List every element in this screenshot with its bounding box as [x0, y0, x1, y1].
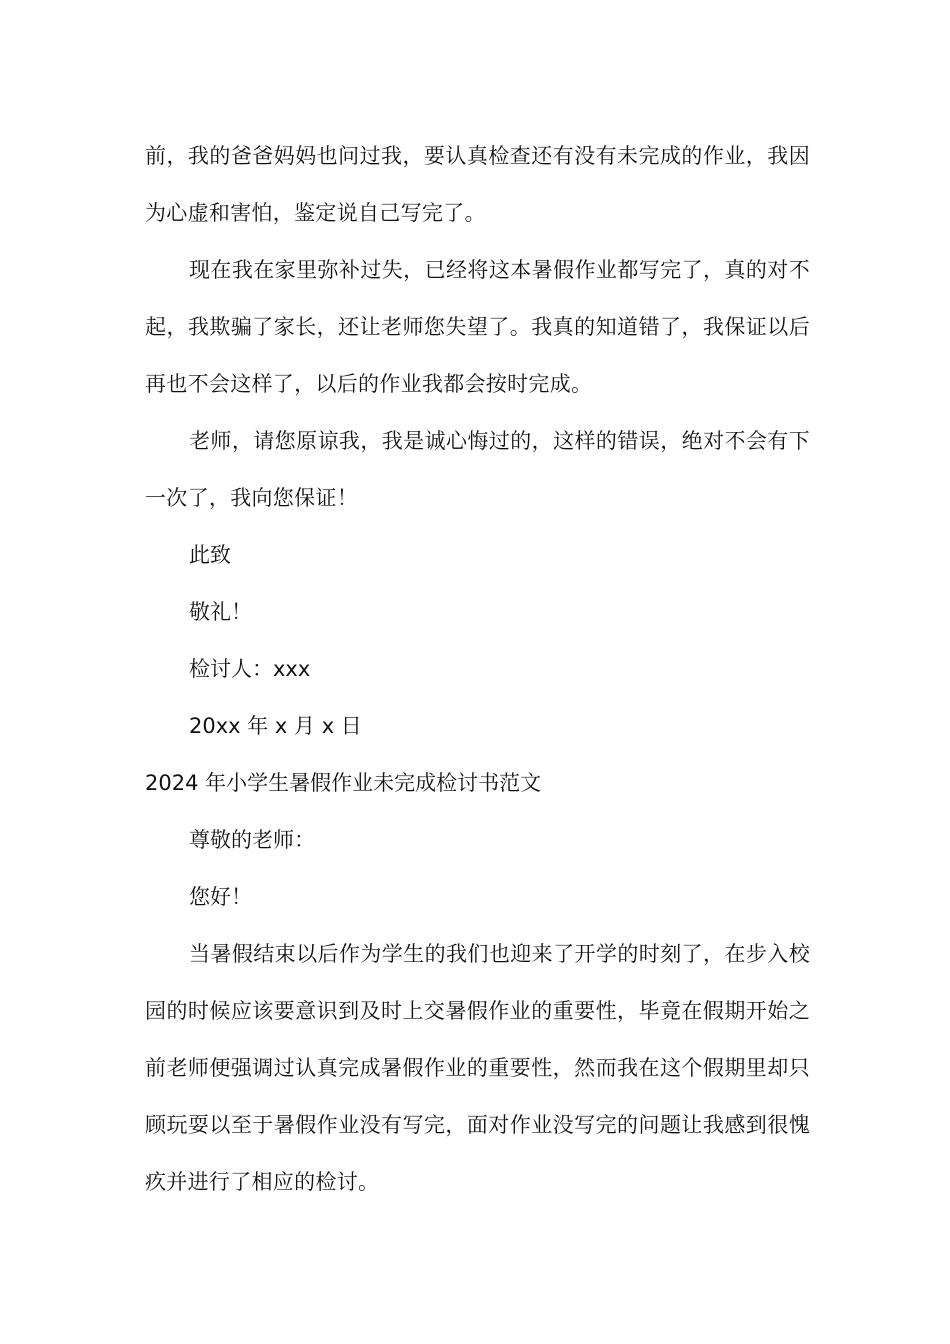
greeting-line: 尊敬的老师： [189, 828, 315, 852]
section-title: 2024 年小学生暑假作业未完成检讨书范文 [145, 771, 542, 795]
paragraph-3: 老师，请您原谅我，我是诚心悔过的，这样的错误，绝对不会有下一次了，我向您保证！ [145, 429, 810, 510]
signature-line: 检讨人：xxx [189, 657, 311, 681]
date-line: 20xx 年 x 月 x 日 [189, 714, 362, 738]
hello-line: 您好！ [189, 885, 252, 909]
paragraph-body: 当暑假结束以后作为学生的我们也迎来了开学的时刻了，在步入校园的时候应该要意识到及时上交暑假作业的重要性，毕竟在假期开始之前老师便强调过认真完成暑假作业的重要性，然而我在这个假期里却只顾玩耍以至于暑假作业没有写完，面对作业没写完的问题让我感到很愧疚并进行了相应的检讨。 [145, 942, 810, 1194]
closing-respect: 敬礼！ [189, 600, 252, 624]
document-body [145, 128, 810, 1211]
closing-salutation: 此致 [189, 543, 231, 567]
paragraph-2: 现在我在家里弥补过失，已经将这本暑假作业都写完了，真的对不起，我欺骗了家长，还让老师您失望了。我真的知道错了，我保证以后再也不会这样了，以后的作业我都会按时完成。 [145, 258, 810, 396]
paragraph-1: 前，我的爸爸妈妈也问过我，要认真检查还有没有未完成的作业，我因为心虚和害怕，鉴定说自己写完了。 [145, 144, 810, 225]
